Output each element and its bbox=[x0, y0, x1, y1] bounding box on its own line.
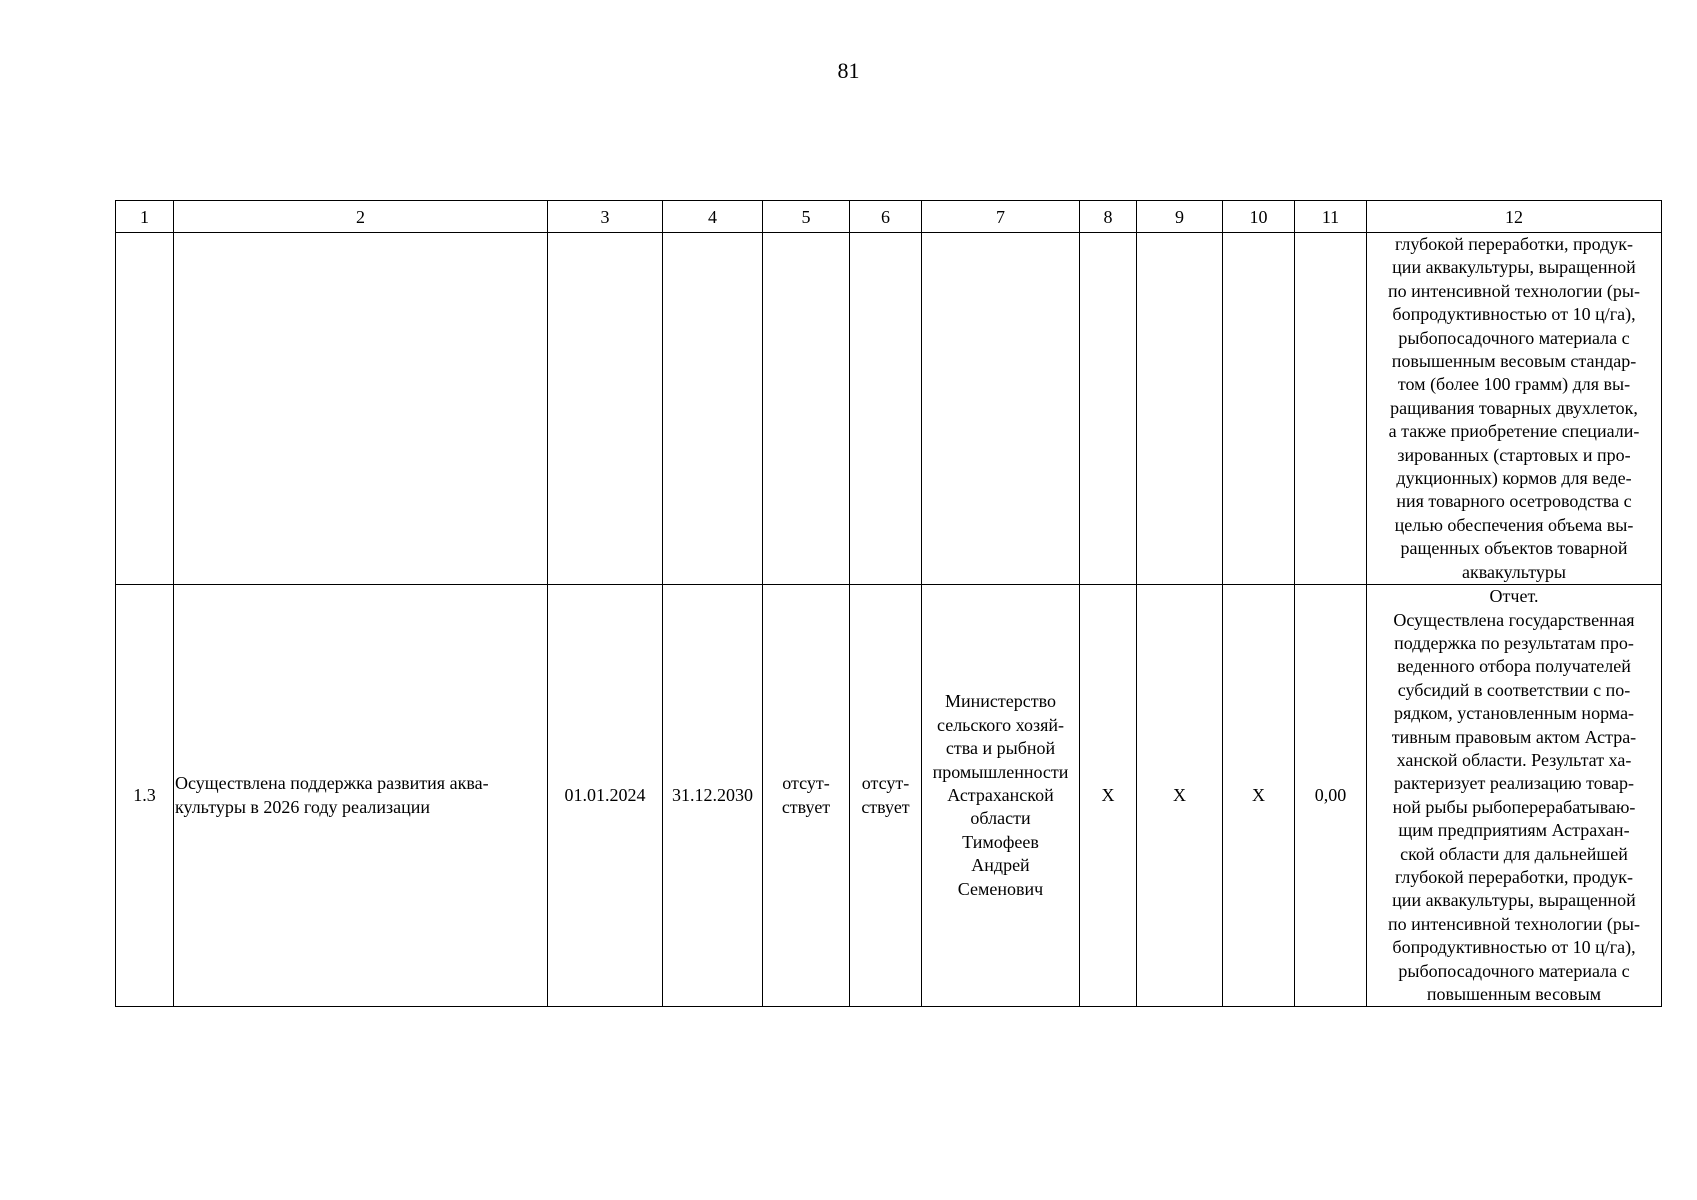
responsible-executor: Министерство сельского хозяй- ства и рыбной промышленности Астраханской области Тимофеев Андрей Семенович bbox=[922, 585, 1080, 1007]
result-description-continuation: глубокой переработки, продук- ции аквакультуры, выращенной по интенсивной технологии (ры- бопродуктивностью от 10 ц/га), рыбопосадочного материала с повышенным весовым стандар- том (более 100 грамм) для вы- ращивания товарных двухлеток, а также приобретение специали- зированных (стартовых и про- дукционных) кормов для веде- ния товарного осетроводства с целью обеспечения объема вы- ращенных объектов товарной аквакультуры bbox=[1367, 233, 1662, 585]
header-cell: 10 bbox=[1223, 201, 1295, 233]
header-cell: 4 bbox=[663, 201, 763, 233]
empty-cell bbox=[850, 233, 922, 585]
empty-cell bbox=[663, 233, 763, 585]
empty-cell bbox=[763, 233, 850, 585]
table-row-continuation bbox=[116, 233, 1662, 585]
empty-cell bbox=[922, 233, 1080, 585]
col5-value: отсут- ствует bbox=[763, 585, 850, 1007]
row-number: 1.3 bbox=[116, 585, 174, 1007]
empty-cell bbox=[548, 233, 663, 585]
table-row-1-3 bbox=[116, 585, 1662, 1007]
header-cell: 2 bbox=[174, 201, 548, 233]
col6-value: отсут- ствует bbox=[850, 585, 922, 1007]
header-cell: 3 bbox=[548, 201, 663, 233]
col11-value: 0,00 bbox=[1295, 585, 1367, 1007]
empty-cell bbox=[1295, 233, 1367, 585]
header-cell: 12 bbox=[1367, 201, 1662, 233]
start-date: 01.01.2024 bbox=[548, 585, 663, 1007]
header-cell: 9 bbox=[1137, 201, 1223, 233]
result-description: Отчет. Осуществлена государственная поддержка по результатам про- веденного отбора получателей субсидий в соответствии с по- рядком, установленным норма- тивным правовым актом Астра- ханской области. Результат ха- рактеризует реализацию товар- ной рыбы рыбоперерабатываю- щим предприятиям Астрахан- ской области для дальнейшей глубокой переработки, продук- ции аквакультуры, выращенной по интенсивной технологии (ры- бопродуктивностью от 10 ц/га), рыбопосадочного материала с повышенным весовым bbox=[1367, 585, 1662, 1007]
header-cell: 8 bbox=[1080, 201, 1137, 233]
empty-cell bbox=[1137, 233, 1223, 585]
header-cell: 11 bbox=[1295, 201, 1367, 233]
page-number: 81 bbox=[837, 58, 860, 83]
event-name: Осуществлена поддержка развития аква- культуры в 2026 году реализации bbox=[174, 585, 548, 1007]
implementation-plan-table bbox=[115, 200, 1662, 1007]
header-cell: 5 bbox=[763, 201, 850, 233]
col8-value: X bbox=[1080, 585, 1137, 1007]
col9-value: X bbox=[1137, 585, 1223, 1007]
header-cell: 6 bbox=[850, 201, 922, 233]
empty-cell bbox=[174, 233, 548, 585]
empty-cell bbox=[1223, 233, 1295, 585]
header-cell: 7 bbox=[922, 201, 1080, 233]
table-header-row bbox=[116, 201, 1662, 233]
col10-value: X bbox=[1223, 585, 1295, 1007]
empty-cell bbox=[1080, 233, 1137, 585]
header-cell: 1 bbox=[116, 201, 174, 233]
end-date: 31.12.2030 bbox=[663, 585, 763, 1007]
empty-cell bbox=[116, 233, 174, 585]
